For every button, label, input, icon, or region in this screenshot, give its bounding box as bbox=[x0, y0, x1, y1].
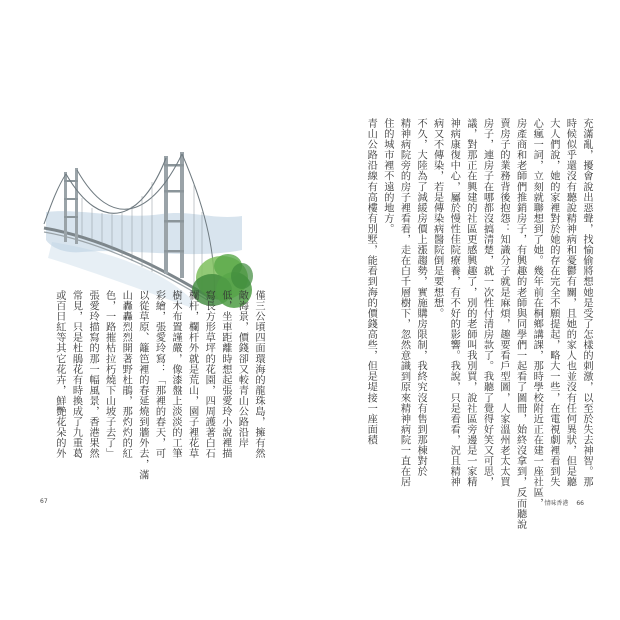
left-column-8: 以從草原、籬笆裡的春延燒到牆外去，滿 bbox=[136, 290, 148, 480]
right-column-4: 心瘋一詞，立刻就聯想到了她。幾年前在桐鄉講課，那時學校附近正在建一座社區， bbox=[531, 118, 543, 509]
left-column-2: 敵海景，價錢卻又較青山公路沿岸 bbox=[236, 290, 248, 449]
right-column-9: 神病康復中心，屬於慢性佳院療養，有不好的影響。我說，只是看看，況且精神 bbox=[448, 118, 460, 488]
right-column-6: 賣房子的業務背後抱怨：知識分子就是麻煩，趣要看戶型圖，人家溫州老太太買 bbox=[498, 118, 510, 488]
running-title: 情味香港 bbox=[544, 500, 569, 507]
left-column-5: 欄杆，欄杆外就是荒山，園子裡花草 bbox=[186, 290, 198, 459]
right-column-10: 病又不傳染，若是傳染病醫院倒是要想想。 bbox=[431, 118, 443, 319]
main-cable-front bbox=[66, 158, 166, 213]
right-page-footer bbox=[544, 498, 590, 507]
left-column-7: 彩繪，張愛玲寫：「那裡的春天，可 bbox=[153, 290, 165, 459]
left-column-10: 色，一路摧枯拉朽燒下山坡子去了」 bbox=[103, 290, 115, 459]
right-column-3: 大人們說，她的家裡對於她的存在完全不願提起，略大一些，在電視劇裡看到失 bbox=[547, 118, 559, 488]
left-column-11: 張愛玲描寫的那一幅風景，香港果然 bbox=[87, 290, 99, 459]
right-column-13: 住的城市裡不遠的地方。 bbox=[381, 118, 393, 235]
left-column-9: 山轟轟烈烈開著野杜鵑，那灼灼的紅 bbox=[120, 290, 132, 459]
right-page bbox=[310, 0, 620, 620]
left-column-12: 常見，只是杜鵑花有時換成了九重葛 bbox=[70, 290, 82, 459]
left-page-number: 67 bbox=[40, 498, 48, 505]
left-column-3: 低，坐車距離時想起張愛玲小說裡描 bbox=[219, 290, 231, 459]
right-column-8: 議，對那正在興建的社區更感興趣了，別的老師叫我別買，說社區旁邊是一家精 bbox=[464, 118, 476, 488]
right-column-5: 房產商和老師們推銷房子，有興趣的老師與同學們一起看了圖冊，始終沒拿到，反而聽說 bbox=[514, 118, 526, 530]
right-column-11: 不久，大陸為了減緩房價上漲趨勢，實施購房限制，我終究沒有售到那棟對於 bbox=[415, 118, 427, 477]
right-column-2: 時候似乎還沒有聽說精神病和憂鬱有關，且她的家人也並沒有任何異狀，但是聽 bbox=[564, 118, 576, 488]
right-page-number: 66 bbox=[576, 500, 584, 507]
left-column-4: 寫長方形草坪的花園，四周護著白石 bbox=[203, 290, 215, 459]
right-column-7: 房子，連房子在哪都沒搞清楚，就一次性付清房款了。我聽了覺得好笑又可思， bbox=[481, 118, 493, 488]
right-column-14: 青山公路沿線有高樓有別墅，能看到海的價錢高些，但是堤接一座面積 bbox=[365, 118, 377, 446]
left-column-13: 或百日紅等其它花卉，鮮艷花朵的外 bbox=[53, 290, 65, 459]
right-column-12: 精神病院旁的房子裡看看，走在白千層樹下，忽然意識到原來精神病院一直在居 bbox=[398, 118, 410, 488]
left-column-6: 樹木布置謹嚴，像漆盤上淡淡的工筆 bbox=[170, 290, 182, 459]
left-page-body bbox=[50, 290, 266, 480]
left-column-1: 僅三公頃四面環海的龍珠島，擁有然 bbox=[253, 290, 264, 459]
right-column-1: 充滿亂，擾會說出惡聲，找愉偷將想她是受了怎樣的刺激，以至於失去神智。那 bbox=[581, 118, 592, 488]
